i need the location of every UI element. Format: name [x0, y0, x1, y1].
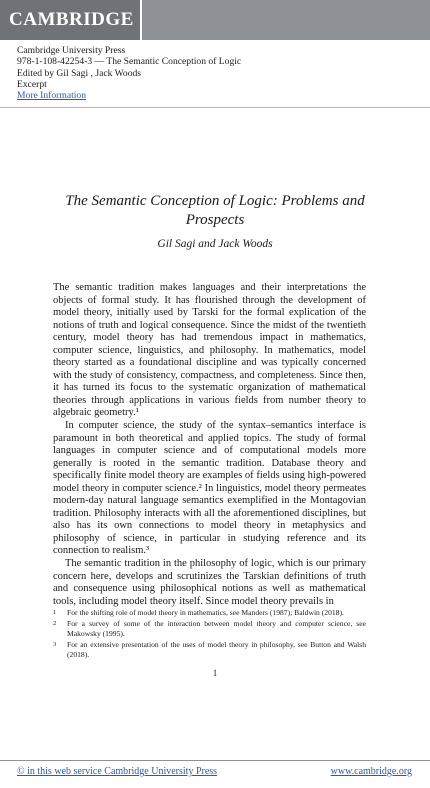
- footnote: [53, 608, 366, 618]
- footnote-text: For a survey of some of the interaction between model theory and computer science, see Makowsky (1995).: [67, 619, 366, 638]
- paragraph-1: The semantic tradition makes languages and their interpretations the objects of formal study. It has flourished through the development of model theory, initially used by Tarski for the formal explication of the notions of truth and logical consequence. Since the midst of the twentieth century, model theory has had tremendous impact in mathematics, computer science, linguistics, and philosophy. In mathematics, model theory started as a foundational discipline and was typically concerned with the study of consistency, compactness, and completeness. Since then, it has turned its focus to the systematic organization of mathematical theories through applications in various fields from number theory to algebraic geometry.¹: [53, 282, 366, 419]
- page-number: 1: [212, 668, 218, 678]
- header-bar: [0, 0, 430, 40]
- publisher-logo[interactable]: [0, 0, 142, 40]
- body-text: [53, 282, 366, 608]
- footnotes: [53, 608, 366, 661]
- paragraph-3: The semantic tradition in the philosophy of logic, which is our primary concern here, develops and scrutinizes the Tarskian definitions of truth and consequence using philosophical notions as well as mathematical tools, including model theory itself. Since model theory prevails in: [53, 558, 366, 607]
- copyright-link[interactable]: © in this web service Cambridge University Press: [17, 766, 218, 777]
- footnote: [53, 640, 366, 660]
- footnote-number: 2: [53, 620, 57, 627]
- header-divider: [0, 107, 430, 108]
- more-information-link[interactable]: More Information: [17, 90, 87, 102]
- footnote: [53, 619, 366, 639]
- excerpt-label: Excerpt: [17, 78, 47, 90]
- chapter-title: The Semantic Conception of Logic: Problems and Prospects: [65, 193, 365, 228]
- isbn-title: 978-1-108-42254-3 — The Semantic Conception of Logic: [17, 56, 242, 68]
- editors: Edited by Gil Sagi , Jack Woods: [17, 67, 142, 79]
- footnote-text: For an extensive presentation of the uses of model theory in philosophy, see Button and Walsh (2018).: [67, 640, 366, 659]
- footnote-number: 3: [53, 641, 57, 648]
- paragraph-2: In computer science, the study of the syntax–semantics interface is paramount in both theoretical and applied topics. The study of formal languages in computer science and of computational models more generally is rooted in the semantic tradition. Database theory and specifically finite model theory are examples of fields using high-powered model theory in computer science.² In linguistics, model theory permeates modern-day natural language semantics exemplified in the Montagovian tradition. Philosophy interacts with all the aforementioned disciplines, but also has its own connections to model theory in metaphysics and philosophy of science, in particular in studying reference and its connection to realism.³: [53, 420, 366, 557]
- footnote-text: For the shifting role of model theory in mathematics, see Manders (1987); Baldwin (2018).: [67, 608, 344, 617]
- footnote-number: 1: [53, 609, 57, 616]
- logo-text: CAMBRIDGE: [9, 9, 134, 30]
- book-metadata: [17, 45, 241, 101]
- publisher-name: Cambridge University Press: [17, 45, 126, 56]
- chapter-authors: Gil Sagi and Jack Woods: [157, 238, 273, 250]
- website-link[interactable]: www.cambridge.org: [330, 766, 412, 777]
- footer-divider: [0, 760, 430, 761]
